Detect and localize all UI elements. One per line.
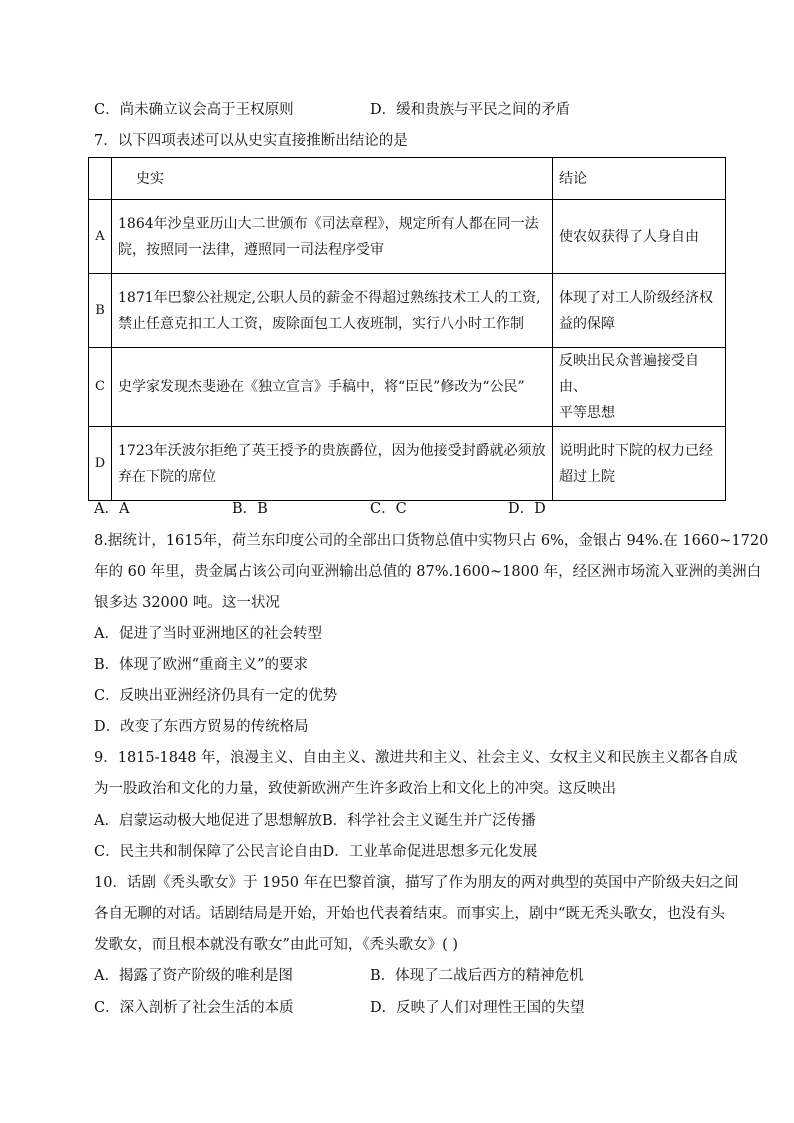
q9-options-ab: A．启蒙运动极大地促进了思想解放B．科学社会主义诞生并广泛传播 — [94, 813, 536, 829]
q8-stem-line: 8.据统计，1615年，荷兰东印度公司的全部出口货物总值中实物只占 6%，金银占 94%.在 1660~1720 — [94, 533, 769, 549]
q7-choice-a: A．A — [94, 501, 130, 517]
row-label: C — [89, 348, 112, 427]
row-conclusion: 使农奴获得了人身自由 — [553, 200, 726, 274]
table-header-row — [89, 158, 726, 200]
q7-choice-b: B．B — [232, 501, 268, 517]
row-label: A — [89, 200, 112, 274]
row-conclusion: 体现了对工人阶级经济权 益的保障 — [553, 274, 726, 348]
q7-stem: 7．以下四项表述可以从史实直接推断出结论的是 — [94, 133, 408, 149]
q8-option-c: C．反映出亚洲经济仍具有一定的优势 — [94, 688, 338, 704]
q10-option-d: D．反映了人们对理性王国的失望 — [370, 1000, 585, 1016]
q9-stem-line: 为一股政治和文化的力量，致使新欧洲产生许多政治上和文化上的冲突。这反映出 — [94, 781, 616, 797]
table-row — [89, 274, 726, 348]
q10-stem-line: 发歌女，而且根本就没有歌女”由此可知，《秃头歌女》( ) — [94, 937, 459, 953]
table-row — [89, 348, 726, 427]
header-conclusion: 结论 — [553, 158, 726, 200]
row-label: B — [89, 274, 112, 348]
row-fact: 1871年巴黎公社规定,公职人员的薪金不得超过熟练技术工人的工资, 禁止任意克扣工人工资，废除面包工人夜班制，实行八小时工作制 — [112, 274, 553, 348]
row-fact: 1723年沃波尔拒绝了英王授予的贵族爵位，因为他接受封爵就必须放 弃在下院的席位 — [112, 427, 553, 501]
q7-choice-c: C．C — [370, 501, 407, 517]
q8-option-a: A．促进了当时亚洲地区的社会转型 — [94, 626, 322, 642]
q10-stem-line: 10．话剧《秃头歌女》于 1950 年在巴黎首演，描写了作为朋友的两对典型的英国中产阶级夫妇之间 — [94, 875, 739, 891]
q7-choice-d: D．D — [508, 501, 546, 517]
q10-option-a: A．揭露了资产阶级的唯利是图 — [94, 968, 293, 984]
row-conclusion: 说明此时下院的权力已经 超过上院 — [553, 427, 726, 501]
row-label: D — [89, 427, 112, 501]
row-conclusion: 反映出民众普遍接受自由、 平等思想 — [553, 348, 726, 427]
q6-option-c: C．尚未确立议会高于王权原则 — [94, 102, 294, 118]
q8-stem-line: 银多达 32000 吨。这一状况 — [94, 595, 280, 611]
row-fact: 1864年沙皇亚历山大二世颁布《司法章程》，规定所有人都在同一法 院，按照同一法律，遵照同一司法程序受审 — [112, 200, 553, 274]
table-row — [89, 427, 726, 501]
row-fact: 史学家发现杰斐逊在《独立宣言》手稿中，将“臣民”修改为“公民” — [112, 348, 553, 427]
table-row — [89, 200, 726, 274]
q7-table — [88, 157, 726, 501]
header-fact: 史实 — [112, 158, 553, 200]
q9-options-cd: C．民主共和制保障了公民言论自由D．工业革命促进思想多元化发展 — [94, 844, 538, 860]
q6-option-d: D．缓和贵族与平民之间的矛盾 — [370, 102, 571, 118]
q10-option-c: C．深入剖析了社会生活的本质 — [94, 1000, 294, 1016]
q9-stem-line: 9．1815-1848 年，浪漫主义、自由主义、激进共和主义、社会主义、女权主义和民族主义都各自成 — [94, 750, 738, 766]
q8-option-b: B．体现了欧洲“重商主义”的要求 — [94, 657, 308, 673]
q8-option-d: D．改变了东西方贸易的传统格局 — [94, 719, 309, 735]
q10-stem-line: 各自无聊的对话。话剧结局是开始，开始也代表着结束。而事实上，剧中“既无秃头歌女，也没有头 — [94, 906, 725, 922]
q10-option-b: B．体现了二战后西方的精神危机 — [370, 968, 584, 984]
q8-stem-line: 年的 60 年里，贵金属占该公司向亚洲输出总值的 87%.1600~1800 年，经区洲市场流入亚洲的美洲白 — [94, 564, 762, 580]
